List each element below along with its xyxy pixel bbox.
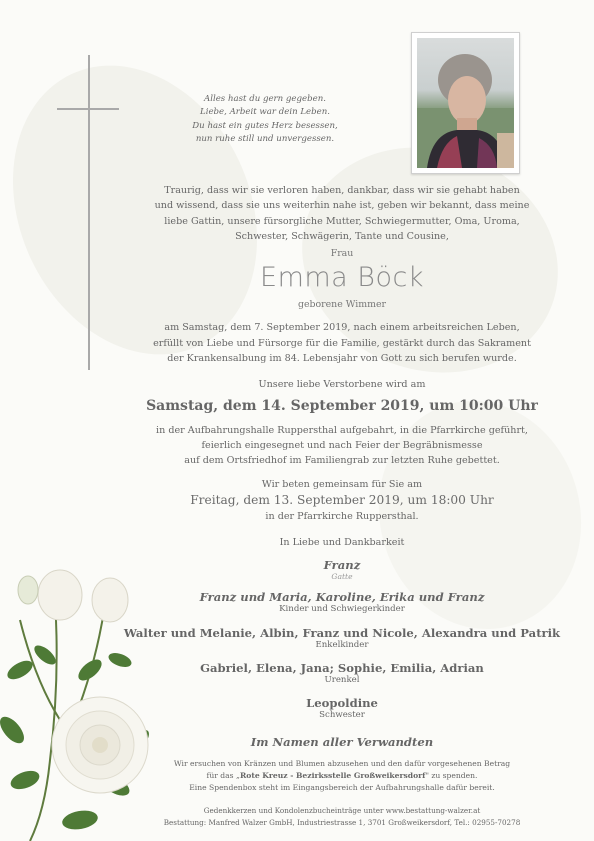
thanks-line: In Liebe und Dankbarkeit xyxy=(279,537,405,548)
cross-icon-vertical xyxy=(88,55,90,370)
funeral-line: feierlich eingesegnet und nach Feier der Begräbnismesse xyxy=(201,440,483,451)
footer xyxy=(110,805,574,828)
funeral-line: auf dem Ortsfriedhof im Familiengrab zur letzten Ruhe gebettet. xyxy=(184,455,500,466)
intro-text xyxy=(110,183,574,245)
salutation: Frau xyxy=(330,248,354,259)
mourner-group xyxy=(110,626,574,650)
death-line: erfüllt von Liebe und Fürsorge für die Familie, gestärkt durch das Sakrament xyxy=(153,337,531,349)
portrait-photo xyxy=(417,38,514,168)
poem-line: Du hast ein gutes Herz besessen, xyxy=(192,120,338,131)
intro-line: Schwester, Schwägerin, Tante und Cousine, xyxy=(235,231,449,243)
portrait-photo-frame xyxy=(411,32,520,174)
all-relatives: Im Namen aller Verwandten xyxy=(250,735,434,749)
prayer-place: in der Pfarrkirche Ruppersthal. xyxy=(265,511,419,522)
mourner-name: Franz xyxy=(323,558,361,572)
mourner-name: Gabriel, Elena, Jana; Sophie, Emilia, Adrian xyxy=(200,661,484,675)
funeral-details xyxy=(110,423,574,468)
note-line: Eine Spendenbox steht im Eingangsbereich der Aufbahrungshalle dafür bereit. xyxy=(189,783,495,792)
note-text: " zu spenden. xyxy=(425,771,478,780)
poem-line: nun ruhe still und unvergessen. xyxy=(195,133,335,144)
cross-icon-horizontal xyxy=(57,108,119,110)
mourner-name: Leopoldine xyxy=(306,696,378,710)
charity-name: Rote Kreuz - Bezirksstelle Großweikersdorf xyxy=(239,771,426,780)
death-notice xyxy=(110,320,574,367)
death-line: am Samstag, dem 7. September 2019, nach einem arbeitsreichen Leben, xyxy=(164,322,520,333)
poem xyxy=(170,93,360,146)
funeral-date: Samstag, dem 14. September 2019, um 10:00 Uhr xyxy=(146,398,538,414)
mourner-role: Gatte xyxy=(331,572,353,581)
mourner-group xyxy=(110,661,574,685)
mourner-group xyxy=(110,696,574,720)
donation-note xyxy=(110,758,574,794)
funeral-line: in der Aufbahrungshalle Ruppersthal aufgebahrt, in die Pfarrkirche geführt, xyxy=(156,425,528,436)
mourner-name: Franz und Maria, Karoline, Erika und Franz xyxy=(199,590,485,604)
note-line: Wir ersuchen von Kränzen und Blumen abzusehen und den dafür vorgesehenen Betrag xyxy=(173,759,511,768)
mourner-group xyxy=(110,558,574,581)
footer-line: Bestattung: Manfred Walzer GmbH, Industriestrasse 1, 3701 Großweikersdorf, Tel.: 02955-70278 xyxy=(163,817,521,827)
maiden-name: geborene Wimmer xyxy=(297,299,387,310)
prayer-intro: Wir beten gemeinsam für Sie am xyxy=(261,479,423,490)
mourner-name: Walter und Melanie, Albin, Franz und Nicole, Alexandra und Patrik xyxy=(123,626,561,640)
intro-line: liebe Gattin, unsere fürsorgliche Mutter, Schwiegermutter, Oma, Uroma, xyxy=(164,215,520,227)
funeral-intro: Unsere liebe Verstorbene wird am xyxy=(258,379,426,390)
note-text: für das „ xyxy=(206,771,240,780)
mourner-role: Urenkel xyxy=(324,675,360,685)
intro-line: und wissend, dass sie uns weiterhin nahe ist, geben wir bekannt, dass meine xyxy=(154,200,530,212)
intro-line: Traurig, dass wir sie verloren haben, dankbar, dass wir sie gehabt haben xyxy=(164,185,520,196)
mourner-group xyxy=(110,590,574,614)
white-roses-illustration xyxy=(0,560,160,841)
note-line xyxy=(110,770,574,782)
deceased-name: Emma Böck xyxy=(260,262,424,293)
death-line: der Krankensalbung im 84. Lebensjahr von Gott zu sich berufen wurde. xyxy=(167,353,517,365)
poem-line: Alles hast du gern gegeben. xyxy=(204,94,326,104)
mourner-role: Enkelkinder xyxy=(315,640,369,650)
poem-line: Liebe, Arbeit war dein Leben. xyxy=(200,107,330,118)
mourner-role: Schwester xyxy=(319,710,365,720)
prayer-date: Freitag, dem 13. September 2019, um 18:00 Uhr xyxy=(190,493,494,507)
mourner-role: Kinder und Schwiegerkinder xyxy=(279,604,405,614)
footer-line: Gedenkkerzen und Kondolenzbucheinträge unter www.bestattung-walzer.at xyxy=(203,806,481,815)
